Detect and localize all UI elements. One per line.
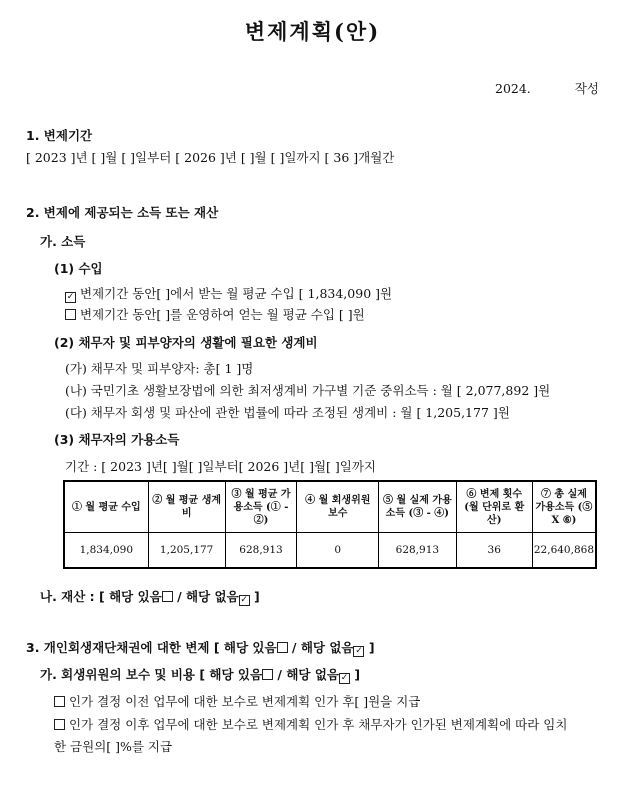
business-income-row <box>65 305 365 323</box>
section1-heading: 1. 변제기간 <box>26 128 93 143</box>
salary-income-text: 변제기간 동안[ ]에서 받는 월 평균 수입 [ 1,834,090 ]원 <box>79 286 393 301</box>
section3-no-label: / 해당 없음 <box>287 640 354 655</box>
table-cell: 628,913 <box>379 533 456 569</box>
asset-bracket: ] <box>249 589 260 604</box>
available-income-heading: (3) 채무자의 가용소득 <box>54 432 180 447</box>
date-year: 2024. <box>495 81 531 96</box>
table-cell: 0 <box>297 533 379 569</box>
salary-checkbox[interactable]: ✓ <box>66 292 75 302</box>
business-income-text: 변제기간 동안[ ]를 운영하여 얻는 월 평균 수입 [ ]원 <box>79 307 365 322</box>
income-table <box>63 480 597 569</box>
table-header: ④ 월 회생위원 보수 <box>297 481 379 533</box>
asset-no-checkbox[interactable]: ✓ <box>240 595 248 605</box>
post-approval-fee-text: 인가 결정 이후 업무에 대한 보수로 변제계획 인가 후 채무자가 인가된 변제계획에 따라 임치 <box>68 717 568 732</box>
dependents-line: (가) 채무자 및 피부양자: 총[ 1 ]명 <box>65 361 254 376</box>
business-checkbox[interactable] <box>65 309 76 320</box>
table-row <box>64 533 596 569</box>
trustee-fee-heading <box>40 665 360 684</box>
table-cell: 1,834,090 <box>64 533 148 569</box>
table-header: ⑤ 월 실제 가용소득 (③ - ④) <box>379 481 456 533</box>
table-cell: 36 <box>456 533 532 569</box>
salary-income-row <box>65 284 392 303</box>
asset-no-label: / 해당 없음 <box>172 589 239 604</box>
table-header: ⑥ 변제 횟수 (월 단위로 환산) <box>456 481 532 533</box>
asset-line <box>40 587 260 606</box>
table-header: ⑦ 총 실제 가용소득 (⑤ X ⑥) <box>532 481 596 533</box>
available-period-line: 기간 : [ 2023 ]년[ ]월[ ]일부터[ 2026 ]년[ ]월[ ]일까지 <box>65 459 376 474</box>
table-header: ② 월 평균 생계비 <box>148 481 225 533</box>
table-header: ① 월 평균 수입 <box>64 481 148 533</box>
section3-bracket: ] <box>364 640 375 655</box>
section3-label: 3. 개인회생재단채권에 대한 변제 [ 해당 있음 <box>26 640 277 655</box>
trustee-bracket: ] <box>349 667 361 682</box>
trustee-no-checkbox[interactable]: ✓ <box>340 673 349 683</box>
revenue-heading: (1) 수입 <box>54 261 103 276</box>
section2-heading: 2. 변제에 제공되는 소득 또는 재산 <box>26 205 219 220</box>
post-approval-checkbox[interactable] <box>54 719 65 730</box>
trustee-fee-label: 가. 회생위원의 보수 및 비용 [ 해당 있음 <box>40 667 263 682</box>
table-cell: 628,913 <box>225 533 297 569</box>
table-header-row <box>64 481 596 533</box>
section3-yes-checkbox[interactable] <box>277 642 288 653</box>
trustee-yes-checkbox[interactable] <box>262 669 273 680</box>
date-suffix: 작성 <box>574 81 599 96</box>
adjusted-cost-line: (다) 채무자 회생 및 파산에 관한 법률에 따라 조정된 생계비 : 월 [ 1,205,177 ]원 <box>65 405 510 420</box>
asset-yes-checkbox[interactable] <box>162 591 173 602</box>
section3-no-checkbox[interactable]: ✓ <box>355 646 363 656</box>
page-title: 변제계획(안) <box>244 19 381 44</box>
pre-approval-fee-row <box>54 692 420 710</box>
pre-approval-checkbox[interactable] <box>54 696 65 707</box>
period-line: [ 2023 ]년 [ ]월 [ ]일부터 [ 2026 ]년 [ ]월 [ ]일까지 [ 36 ]개월간 <box>26 150 395 165</box>
date-line <box>495 79 599 97</box>
post-approval-fee-row <box>54 715 567 733</box>
median-income-line: (나) 국민기초 생활보장법에 의한 최저생계비 가구별 기준 중위소득 : 월 [ 2,077,892 ]원 <box>65 383 551 398</box>
living-cost-heading: (2) 채무자 및 피부양자의 생활에 필요한 생계비 <box>54 335 318 350</box>
trustee-no-label: / 해당 없음 <box>273 667 339 682</box>
pre-approval-fee-text: 인가 결정 이전 업무에 대한 보수로 변제계획 인가 후[ ]원을 지급 <box>68 694 421 709</box>
table-cell: 1,205,177 <box>148 533 225 569</box>
post-approval-fee-text-cont: 한 금원의[ ]%를 지급 <box>54 739 173 754</box>
table-cell: 22,640,868 <box>532 533 596 569</box>
income-heading: 가. 소득 <box>40 234 86 249</box>
table-header: ③ 월 평균 가용소득 (① - ②) <box>225 481 297 533</box>
section3-heading <box>26 638 375 657</box>
asset-label: 나. 재산 : [ 해당 있음 <box>40 589 162 604</box>
